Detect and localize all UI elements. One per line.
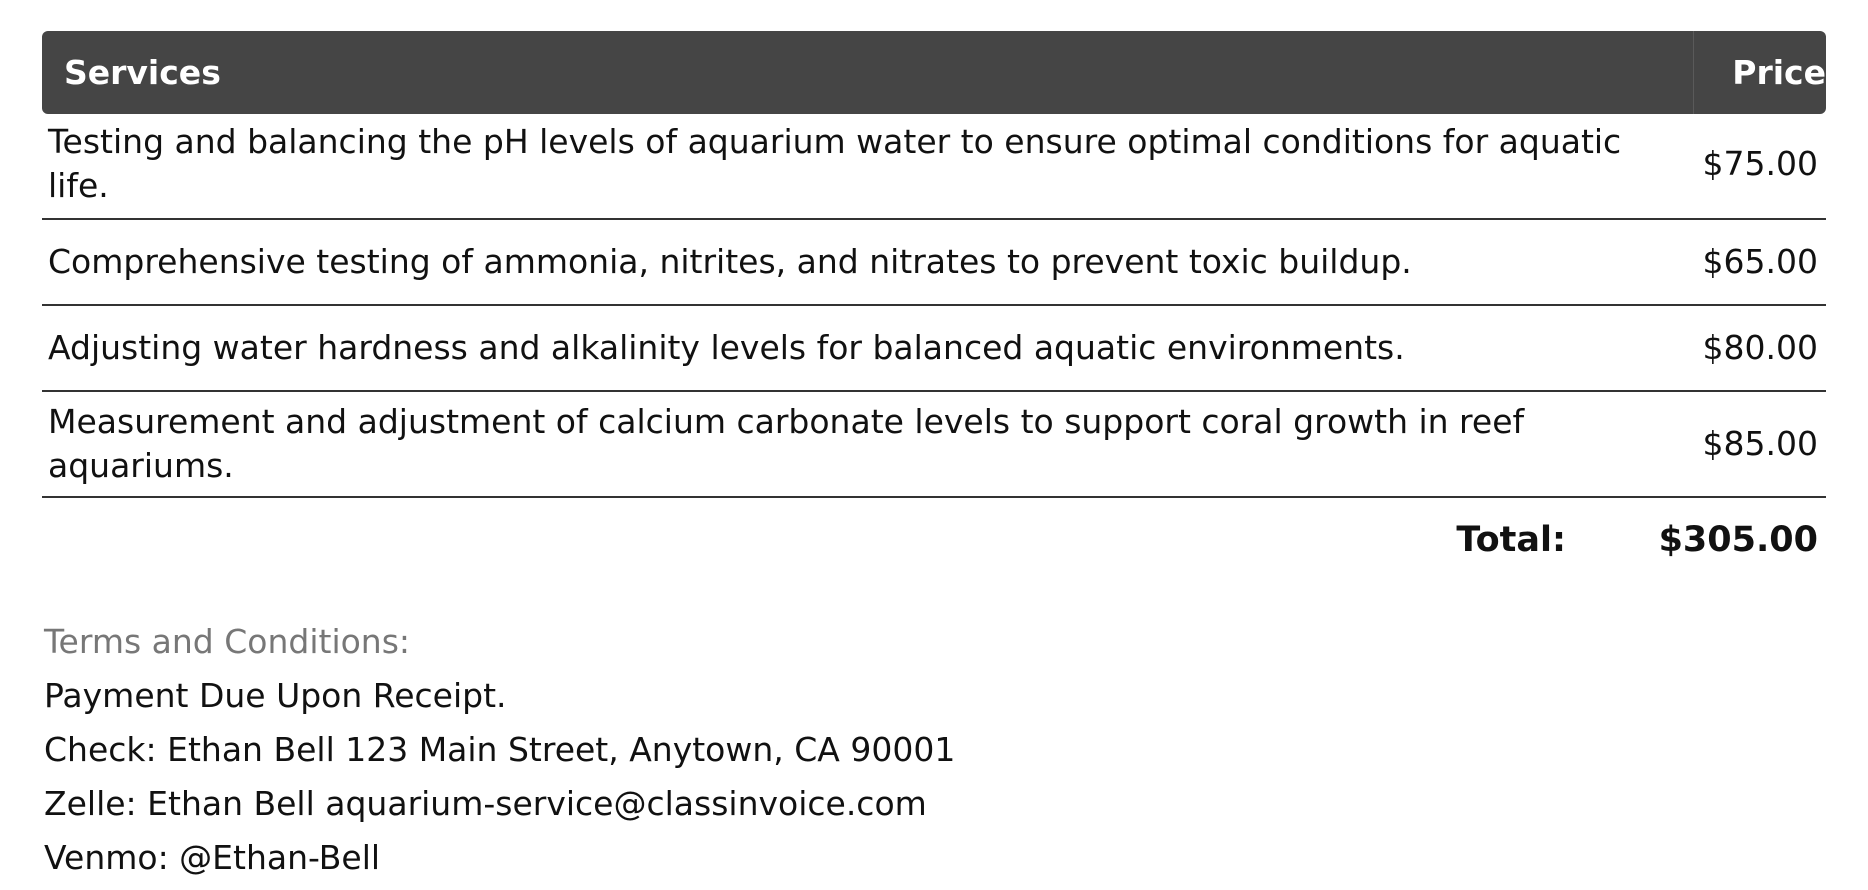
table-row	[42, 306, 1826, 392]
service-description: Measurement and adjustment of calcium carbonate levels to support coral growth in reef aquariums.	[42, 392, 1694, 498]
table-row	[42, 114, 1826, 220]
terms-section	[44, 620, 1244, 890]
price-column-header	[1694, 31, 1826, 114]
invoice	[42, 31, 1826, 582]
service-price: $75.00	[1694, 114, 1826, 220]
total-row	[42, 498, 1826, 582]
terms-check: Check: Ethan Bell 123 Main Street, Anytown, CA 90001	[44, 730, 956, 769]
terms-zelle: Zelle: Ethan Bell aquarium-service@classinvoice.com	[44, 784, 927, 823]
table-header-row	[42, 31, 1826, 114]
terms-payment-due: Payment Due Upon Receipt.	[44, 676, 507, 715]
service-price: $65.00	[1694, 220, 1826, 306]
service-description: Testing and balancing the pH levels of aquarium water to ensure optimal conditions for aquatic life.	[42, 114, 1694, 220]
services-table	[42, 31, 1826, 498]
total-label: Total:	[1456, 520, 1566, 560]
terms-venmo: Venmo: @Ethan-Bell	[44, 838, 381, 877]
price-column-header-label: Price	[1732, 53, 1826, 92]
service-description: Comprehensive testing of ammonia, nitrites, and nitrates to prevent toxic buildup.	[42, 220, 1694, 306]
total-value: $305.00	[1658, 520, 1818, 560]
services-column-header: Services	[42, 31, 1694, 114]
service-description: Adjusting water hardness and alkalinity levels for balanced aquatic environments.	[42, 306, 1694, 392]
service-price: $80.00	[1694, 306, 1826, 392]
terms-title: Terms and Conditions:	[44, 622, 411, 661]
service-price: $85.00	[1694, 392, 1826, 498]
table-row	[42, 220, 1826, 306]
table-row	[42, 392, 1826, 498]
